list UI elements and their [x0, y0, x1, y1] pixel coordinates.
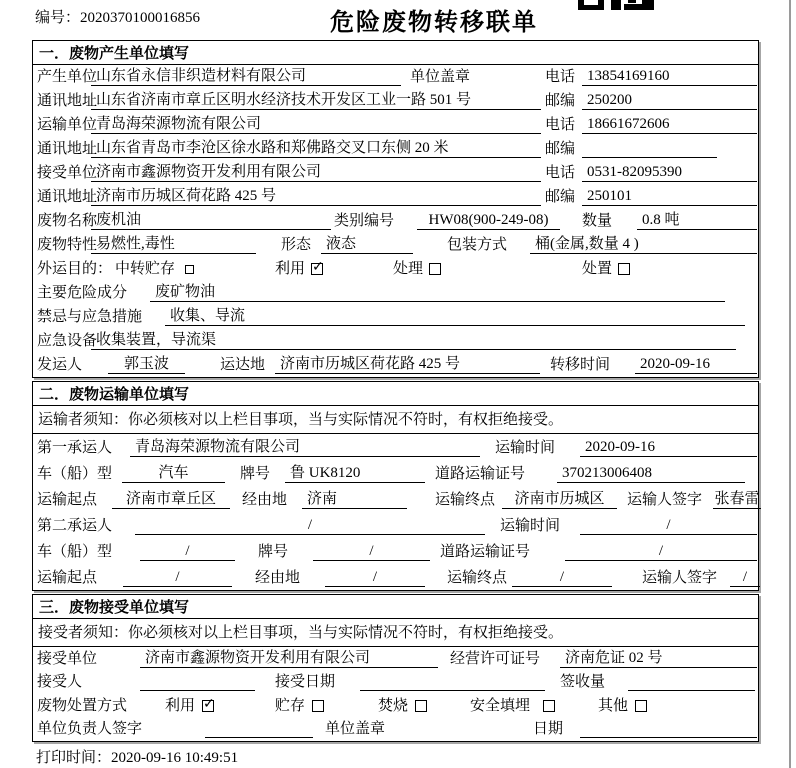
- section3-header: 三．废物接受单位填写: [33, 595, 758, 619]
- form-row-route2: [33, 564, 758, 590]
- license1-value: 370213006408: [557, 464, 745, 483]
- purpose-use-label: 利用: [275, 261, 306, 277]
- purpose-treat-checkbox: [429, 263, 441, 275]
- purpose-transfer-checkbox: [185, 265, 194, 274]
- section-transporter: [32, 381, 759, 591]
- producer-value: 山东省永信非织造材料有限公司: [91, 67, 401, 86]
- zip2-label: 邮编: [545, 141, 576, 157]
- form-row-carrier2: [33, 512, 758, 538]
- sign2-label: 运输人签字: [642, 570, 718, 586]
- sign2-value: /: [730, 568, 760, 587]
- end2-value: /: [512, 568, 612, 587]
- form-row-receiver: [33, 161, 758, 185]
- origin1-label: 运输起点: [37, 492, 98, 508]
- origin2-label: 运输起点: [37, 570, 98, 586]
- carrier1-label: 第一承运人: [37, 440, 113, 456]
- transporter-notice: 运输者须知：你必须核对以上栏目事项，当与实际情况不符时，有权拒绝接受。: [33, 406, 758, 434]
- print-time-label: 打印时间：: [36, 750, 112, 766]
- emergency-label: 禁忌与应急措施: [37, 309, 143, 325]
- page-edge-divider: [789, 0, 791, 768]
- serial-value: 2020370100016856: [80, 10, 201, 26]
- packaging-value: 桶(金属,数量 4 ): [530, 235, 757, 254]
- manager-sign-value: [205, 719, 313, 738]
- vehicle1-label: 车（船）型: [37, 466, 113, 482]
- phone2-label: 电话: [545, 117, 576, 133]
- page-title: 危险废物转移联单: [330, 9, 538, 36]
- via2-label: 经由地: [255, 570, 301, 586]
- address3-label: 通讯地址: [37, 189, 98, 205]
- hazard-label: 主要危险成分: [37, 285, 128, 301]
- form-row-manager-sign: [33, 718, 758, 742]
- section-producer: [32, 40, 759, 378]
- purpose-treat-label: 处理: [393, 261, 424, 277]
- address3-value: 济南市历城区荷花路 425 号: [91, 187, 541, 206]
- form-row-disposal: [33, 694, 758, 718]
- section-receiver: [32, 594, 759, 742]
- license2-label: 道路运输证号: [440, 544, 531, 560]
- form-row-vehicle1: [33, 460, 758, 486]
- sign1-label: 运输人签字: [627, 492, 703, 508]
- zip2-value: [582, 139, 717, 158]
- zip3-label: 邮编: [545, 189, 576, 205]
- recipient-label: 接受人: [37, 674, 83, 690]
- receive-date-label: 接受日期: [275, 674, 336, 690]
- disposal-burn-checkbox: [415, 700, 427, 712]
- origin1-value: 济南市章丘区: [112, 490, 230, 509]
- check-icon: ✓: [203, 695, 215, 712]
- form-row-hazard: [33, 281, 758, 305]
- vehicle2-label: 车（船）型: [37, 544, 113, 560]
- quantity-value: 0.8 吨: [637, 211, 757, 230]
- phone3-value: 0531-82095390: [582, 163, 757, 182]
- hazard-value: 废矿物油: [150, 283, 725, 302]
- carrier1-value: 青岛海荣源物流有限公司: [130, 438, 480, 457]
- characteristics-value: 易燃性,毒性: [91, 235, 256, 254]
- manager-sign-label: 单位负责人签字: [37, 721, 143, 737]
- phone2-value: 18661672606: [582, 115, 757, 134]
- qr-code-fragment: [578, 0, 654, 10]
- purpose-label: 外运目的：: [37, 261, 113, 277]
- disposal-use-label: 利用: [165, 697, 196, 714]
- equipment-label: 应急设备: [37, 333, 98, 349]
- zip3-value: 250101: [582, 187, 757, 206]
- via1-value: 济南: [302, 490, 407, 509]
- accept-unit-label: 接受单位: [37, 650, 98, 667]
- form-row-receiver-address: [33, 185, 758, 209]
- vehicle1-value: 汽车: [122, 464, 225, 483]
- form-row-producer: [33, 65, 758, 89]
- form-row-purpose: [33, 257, 758, 281]
- transporter-label: 运输单位: [37, 117, 98, 133]
- receiver-label: 接受单位: [37, 165, 98, 181]
- accept-unit-value: 济南市鑫源物资开发利用有限公司: [140, 649, 438, 668]
- receive-date-value: [360, 672, 545, 691]
- form-row-producer-address: [33, 89, 758, 113]
- form-row-equipment: [33, 329, 758, 353]
- disposal-use-checkbox-checked: [202, 695, 215, 712]
- date-value: [580, 719, 757, 738]
- characteristics-label: 废物特性: [37, 237, 98, 253]
- destination-label: 运达地: [220, 357, 266, 373]
- waste-name-label: 废物名称: [37, 213, 98, 229]
- equipment-value: 收集装置，导流渠: [91, 331, 736, 350]
- plate2-value: /: [313, 542, 430, 561]
- received-qty-value: [628, 672, 755, 691]
- address2-value: 山东省青岛市李沧区徐水路和郑佛路交叉口东侧 20 米: [91, 139, 541, 158]
- origin2-value: /: [123, 568, 232, 587]
- form-row-transporter: [33, 113, 758, 137]
- plate2-label: 牌号: [258, 544, 289, 560]
- end1-label: 运输终点: [435, 492, 496, 508]
- license1-label: 道路运输证号: [435, 466, 526, 482]
- sign1-value: 张春雷: [714, 491, 760, 507]
- phone1-label: 电话: [545, 69, 576, 85]
- section1-header: 一．废物产生单位填写: [33, 41, 758, 65]
- via1-label: 经由地: [242, 492, 288, 508]
- disposal-landfill-label: 安全填埋: [470, 697, 531, 714]
- disposal-store-checkbox: [312, 700, 324, 712]
- serial-number-line: [35, 6, 200, 27]
- carrier2-value: /: [135, 516, 485, 535]
- form-row-route1: [33, 486, 758, 512]
- category-value: HW08(900-249-08): [417, 211, 560, 230]
- form-row-carrier1: [33, 434, 758, 460]
- via2-value: /: [325, 568, 425, 587]
- form-row-waste-name: [33, 209, 758, 233]
- packaging-label: 包装方式: [447, 237, 508, 253]
- unit-seal-label: 单位盖章: [410, 69, 471, 85]
- category-label: 类别编号: [334, 213, 395, 229]
- disposal-landfill-checkbox: [543, 700, 555, 712]
- quantity-label: 数量: [582, 213, 613, 229]
- purpose-transfer-label: 中转贮存: [115, 261, 176, 277]
- destination-value: 济南市历城区荷花路 425 号: [275, 355, 540, 374]
- receiver-notice: 接受者须知：你必须核对以上栏目事项，当与实际情况不符时，有权拒绝接受。: [33, 619, 758, 647]
- license2-value: /: [565, 542, 757, 561]
- purpose-dispose-label: 处置: [582, 261, 613, 277]
- transporter-value: 青岛海荣源物流有限公司: [91, 115, 541, 134]
- time2-value: /: [580, 516, 757, 535]
- phone1-value: 13854169160: [582, 67, 757, 86]
- serial-label: 编号：: [35, 10, 81, 26]
- permit-value: 济南危证 02 号: [560, 649, 757, 668]
- unit-seal2-label: 单位盖章: [325, 721, 386, 737]
- print-time-line: [36, 746, 238, 767]
- date-label: 日期: [533, 721, 564, 737]
- emergency-value: 收集、导流: [165, 307, 745, 326]
- form-row-characteristics: [33, 233, 758, 257]
- producer-label: 产生单位: [37, 69, 98, 85]
- permit-label: 经营许可证号: [450, 650, 541, 667]
- shipper-label: 发运人: [37, 357, 83, 373]
- form-row-recipient: [33, 671, 758, 695]
- disposal-other-checkbox: [635, 700, 647, 712]
- disposal-store-label: 贮存: [275, 697, 306, 714]
- form-row-shipper: [33, 353, 758, 377]
- disposal-other-label: 其他: [598, 697, 629, 714]
- time1-label: 运输时间: [495, 440, 556, 456]
- shipper-value: 郭玉波: [108, 355, 185, 374]
- time2-label: 运输时间: [500, 518, 561, 534]
- form-row-transporter-address: [33, 137, 758, 161]
- received-qty-label: 签收量: [560, 674, 606, 690]
- address1-value: 山东省济南市章丘区明水经济技术开发区工业一路 501 号: [91, 91, 541, 110]
- zip1-label: 邮编: [545, 93, 576, 109]
- plate1-label: 牌号: [240, 466, 271, 482]
- form-row-accept-unit: [33, 647, 758, 671]
- carrier2-label: 第二承运人: [37, 518, 113, 534]
- end2-label: 运输终点: [447, 570, 508, 586]
- purpose-dispose-checkbox: [618, 263, 630, 275]
- time1-value: 2020-09-16: [580, 438, 757, 457]
- form-state-label: 形态: [281, 237, 312, 253]
- disposal-burn-label: 焚烧: [378, 697, 409, 714]
- transfer-date-value: 2020-09-16: [635, 355, 757, 374]
- receiver-value: 济南市鑫源物资开发利用有限公司: [91, 163, 541, 182]
- check-icon: ✓: [312, 259, 324, 275]
- zip1-value: 250200: [582, 91, 757, 110]
- address1-label: 通讯地址: [37, 93, 98, 109]
- section2-header: 二．废物运输单位填写: [33, 382, 758, 406]
- form-row-emergency: [33, 305, 758, 329]
- form-row-vehicle2: [33, 538, 758, 564]
- end1-value: 济南市历城区: [502, 490, 617, 509]
- print-time-value: 2020-09-16 10:49:51: [111, 750, 239, 766]
- recipient-value: [140, 672, 255, 691]
- address2-label: 通讯地址: [37, 141, 98, 157]
- waste-name-value: 废机油: [91, 211, 331, 230]
- vehicle2-value: /: [140, 542, 235, 561]
- disposal-label: 废物处置方式: [37, 697, 128, 714]
- form-state-value: 液态: [321, 235, 413, 254]
- purpose-use-checkbox-checked: [311, 259, 324, 275]
- transfer-date-label: 转移时间: [550, 357, 611, 373]
- plate1-value: 鲁 UK8120: [285, 464, 425, 483]
- phone3-label: 电话: [545, 165, 576, 181]
